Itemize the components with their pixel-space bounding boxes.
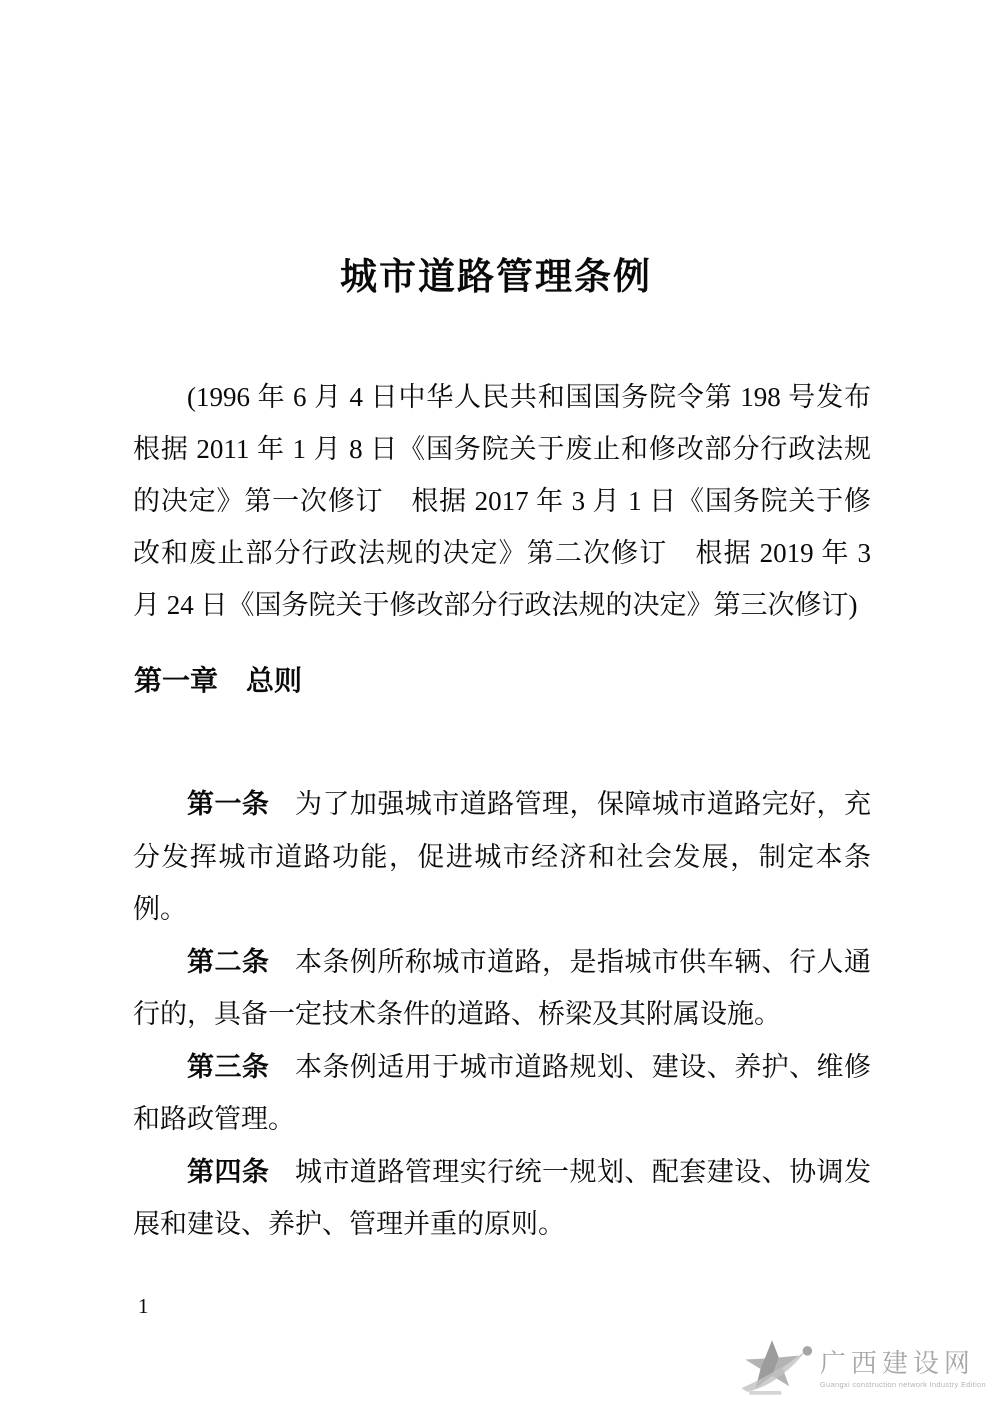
watermark-tagline: Guangxi construction network Industry Edition bbox=[819, 1379, 986, 1389]
article-1 bbox=[133, 778, 871, 936]
article-4-label: 第四条 bbox=[187, 1156, 270, 1187]
article-2 bbox=[133, 936, 871, 1041]
star-logo-icon bbox=[730, 1338, 816, 1400]
article-3 bbox=[133, 1041, 871, 1146]
articles-section bbox=[133, 778, 871, 1251]
watermark-logo bbox=[730, 1338, 986, 1400]
article-2-text: 本条例所称城市道路，是指城市供车辆、行人通行的，具备一定技术条件的道路、桥梁及其附属设施。 bbox=[133, 946, 872, 1029]
article-4 bbox=[133, 1146, 871, 1251]
article-3-text: 本条例适用于城市道路规划、建设、养护、维修和路政管理。 bbox=[133, 1051, 872, 1134]
article-1-label: 第一条 bbox=[187, 789, 270, 819]
article-3-label: 第三条 bbox=[187, 1051, 270, 1082]
article-2-label: 第二条 bbox=[187, 946, 270, 977]
article-1-text: 为了加强城市道路管理，保障城市道路完好，充分发挥城市道路功能，促进城市经济和社会发展，制定本条例。 bbox=[133, 789, 872, 924]
article-4-text: 城市道路管理实行统一规划、配套建设、协调发展和建设、养护、管理并重的原则。 bbox=[133, 1156, 872, 1239]
watermark-logo-text: 广西建设网 bbox=[819, 1349, 975, 1379]
preamble-paragraph: (1996 年 6 月 4 日中华人民共和国国务院令第 198 号发布 根据 2011 年 1 月 8 日《国务院关于废止和修改部分行政法规的决定》第一次修订 根据 2017 年 3 月 1 日《国务院关于修改和废止部分行政法规的决定》第二次修订 根据 2019 年 3 月 24 日《国务院关于修改部分行政法规的决定》第三次修订) bbox=[133, 382, 898, 620]
page-number: 1 bbox=[138, 1294, 149, 1318]
chapter-heading: 第一章 总则 bbox=[134, 665, 303, 696]
document-title: 城市道路管理条例 bbox=[340, 256, 652, 297]
